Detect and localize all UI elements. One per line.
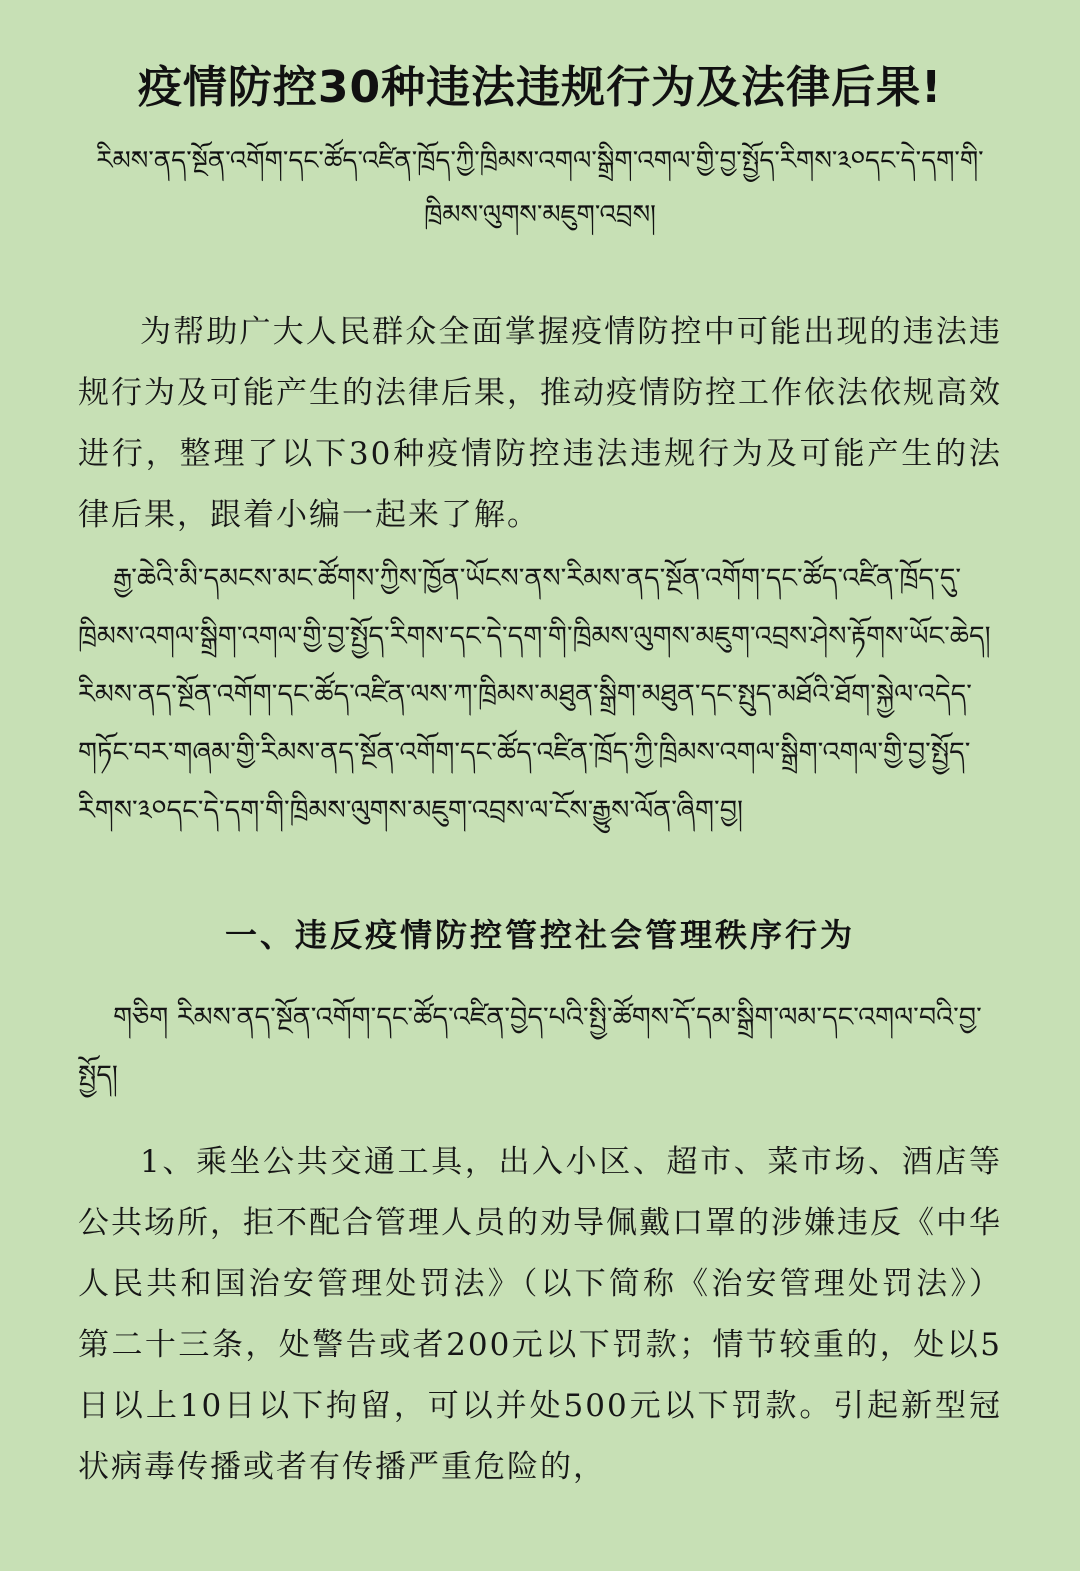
intro-paragraph-tibetan: རྒྱ་ཆེའི་མི་དམངས་མང་ཚོགས་ཀྱིས་ཁྱོན་ཡོངས་ནས་རིམས་ནད་སྔོན་འགོག་དང་ཚོད་འཛིན་ཁྲོད་དུ་ཁྲིམས་འགལ་སྒྲིག་འགལ་གྱི་བྱ་སྤྱོད་རིགས་དང་དེ་དག་གི་ཁྲིམས་ལུགས་མཇུག་འབྲས་ཤེས་རྟོགས་ཡོང་ཆེད། རིམས་ནད་སྔོན་འགོག་དང་ཚོད་འཛིན་ལས་ཀ་ཁྲིམས་མཐུན་སྒྲིག་མཐུན་དང་སྤུད་མཐོའི་ཐོག་སྐྱེལ་འདེད་གཏོང་བར་གཞམ་གྱི་རིམས་ནད་སྔོན་འགོག་དང་ཚོད་འཛིན་ཁྲོད་ཀྱི་ཁྲིམས་འགལ་སྒྲིག་འགལ་གྱི་བྱ་སྤྱོད་རིགས་༣༠དང་དེ་དག་གི་ཁྲིམས་ལུགས་མཇུག་འབྲས་ལ་ངོས་རྒྱུས་ལོན་ཞིག་བྱ། xyxy=(78,563,991,826)
section-heading-chinese: 一、违反疫情防控管控社会管理秩序行为 xyxy=(224,916,855,954)
section-heading-tibetan: གཅིག རིམས་ནད་སྔོན་འགོག་དང་ཚོད་འཛིན་བྱེད་པའི་སྤྱི་ཚོགས་དོ་དམ་སྒྲིག་ལམ་དང་འགལ་བའི་བྱ་སྤྱོད། xyxy=(78,1001,982,1091)
article-item-1: 1、乘坐公共交通工具，出入小区、超市、菜市场、酒店等公共场所，拒不配合管理人员的劝导佩戴口罩的涉嫌违反《中华人民共和国治安管理处罚法》（以下简称《治安管理处罚法》）第二十三条，处警告或者200元以下罚款；情节较重的，处以5日以上10日以下拘留，可以并处500元以下罚款。引起新型冠状病毒传播或者有传播严重危险的， xyxy=(78,1143,1002,1485)
intro-paragraph-chinese: 为帮助广大人民群众全面掌握疫情防控中可能出现的违法违规行为及可能产生的法律后果，推动疫情防控工作依法依规高效进行，整理了以下30种疫情防控违法违规行为及可能产生的法律后果，跟着小编一起来了解。 xyxy=(78,314,1002,533)
article-title: 疫情防控30种违法违规行为及法律后果! xyxy=(137,62,943,113)
article-title-tibetan: རིམས་ནད་སྔོན་འགོག་དང་ཚོད་འཛིན་ཁྲོད་ཀྱི་ཁྲིམས་འགལ་སྒྲིག་འགལ་གྱི་བྱ་སྤྱོད་རིགས་༣༠དང་དེ་དག་གི་ཁྲིམས་ལུགས་མཇུག་འབྲས། xyxy=(96,146,984,230)
